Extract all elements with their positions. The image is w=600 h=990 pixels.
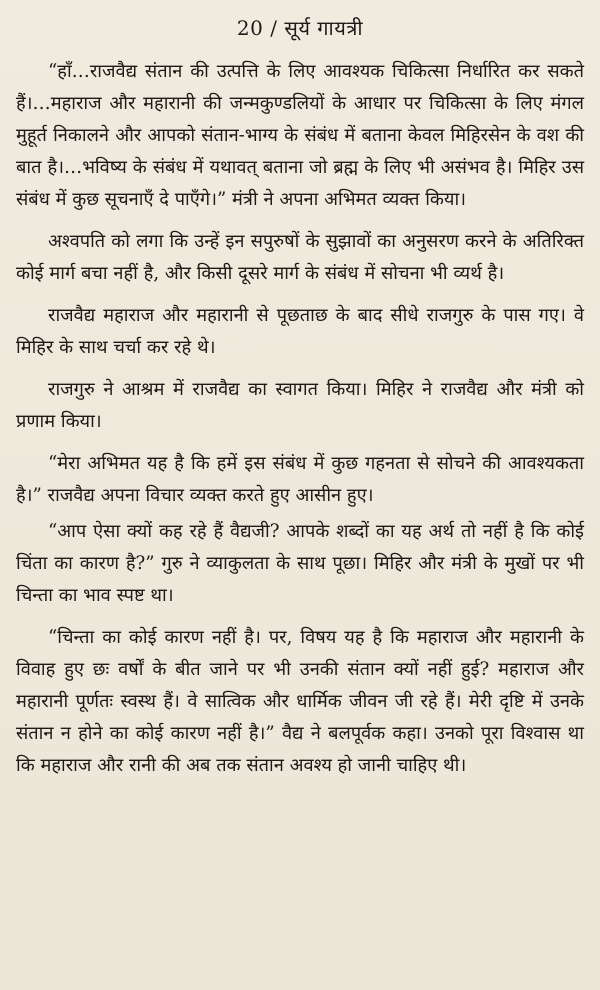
paragraph-4: राजगुरु ने आश्रम में राजवैद्य का स्वागत किया। मिहिर ने राजवैद्य और मंत्री को प्रणाम किया। (16, 379, 584, 432)
paragraph-7: “चिन्ता का कोई कारण नहीं है। पर, विषय यह है कि महाराज और महारानी के विवाह हुए छः वर्षों के बीत जाने पर भी उनकी संतान क्यों नहीं हुई? महाराज और महारानी पूर्णतः स्वस्थ हैं। वे सात्विक और धार्मिक जीवन जी रहे हैं। मेरी दृष्टि में उनके संतान न होने का कोई कारण नहीं है।” वैद्य ने बलपूर्वक कहा। उनको पूरा विश्वास था कि महाराज और रानी की अब तक संतान अवश्य हो जानी चाहिए थी। (16, 627, 584, 776)
paragraph-5: “मेरा अभिमत यह है कि हमें इस संबंध में कुछ गहनता से सोचने की आवश्यकता है।” राजवैद्य अपना विचार व्यक्त करते हुए आसीन हुए। (16, 453, 584, 506)
paragraph-6: “आप ऐसा क्यों कह रहे हैं वैद्यजी? आपके शब्दों का यह अर्थ तो नहीं है कि कोई चिंता का कारण है?” गुरु ने व्याकुलता के साथ पूछा। मिहिर और मंत्री के मुखों पर भी चिन्ता का भाव स्पष्ट था। (16, 521, 584, 606)
page-header: 20 / सूर्य गायत्री (236, 16, 364, 40)
paragraph-1: “हाँ…राजवैद्य संतान की उत्पत्ति के लिए आवश्यक चिकित्सा निर्धारित कर सकते हैं।…महाराज और महारानी की जन्मकुण्डलियों के आधार पर चिकित्सा के लिए मंगल मुहूर्त निकालने और आपको संतान-भाग्य के संबंध में बताना केवल मिहिरसेन के वश की बात है।…भविष्य के संबंध में यथावत् बताना जो ब्रह्म के लिए भी असंभव है। मिहिर उस संबंध में कुछ सूचनाएँ दे पाएँगे।” मंत्री ने अपना अभिमत व्यक्त किया। (16, 61, 584, 210)
paragraph-2: अश्वपति को लगा कि उन्हें इन सपुरुषों के सुझावों का अनुसरण करने के अतिरिक्त कोई मार्ग बचा नहीं है, और किसी दूसरे मार्ग के संबंध में सोचना भी व्यर्थ है। (16, 231, 584, 284)
paragraph-3: राजवैद्य महाराज और महारानी से पूछताछ के बाद सीधे राजगुरु के पास गए। वे मिहिर के साथ चर्चा कर रहे थे। (16, 305, 584, 358)
